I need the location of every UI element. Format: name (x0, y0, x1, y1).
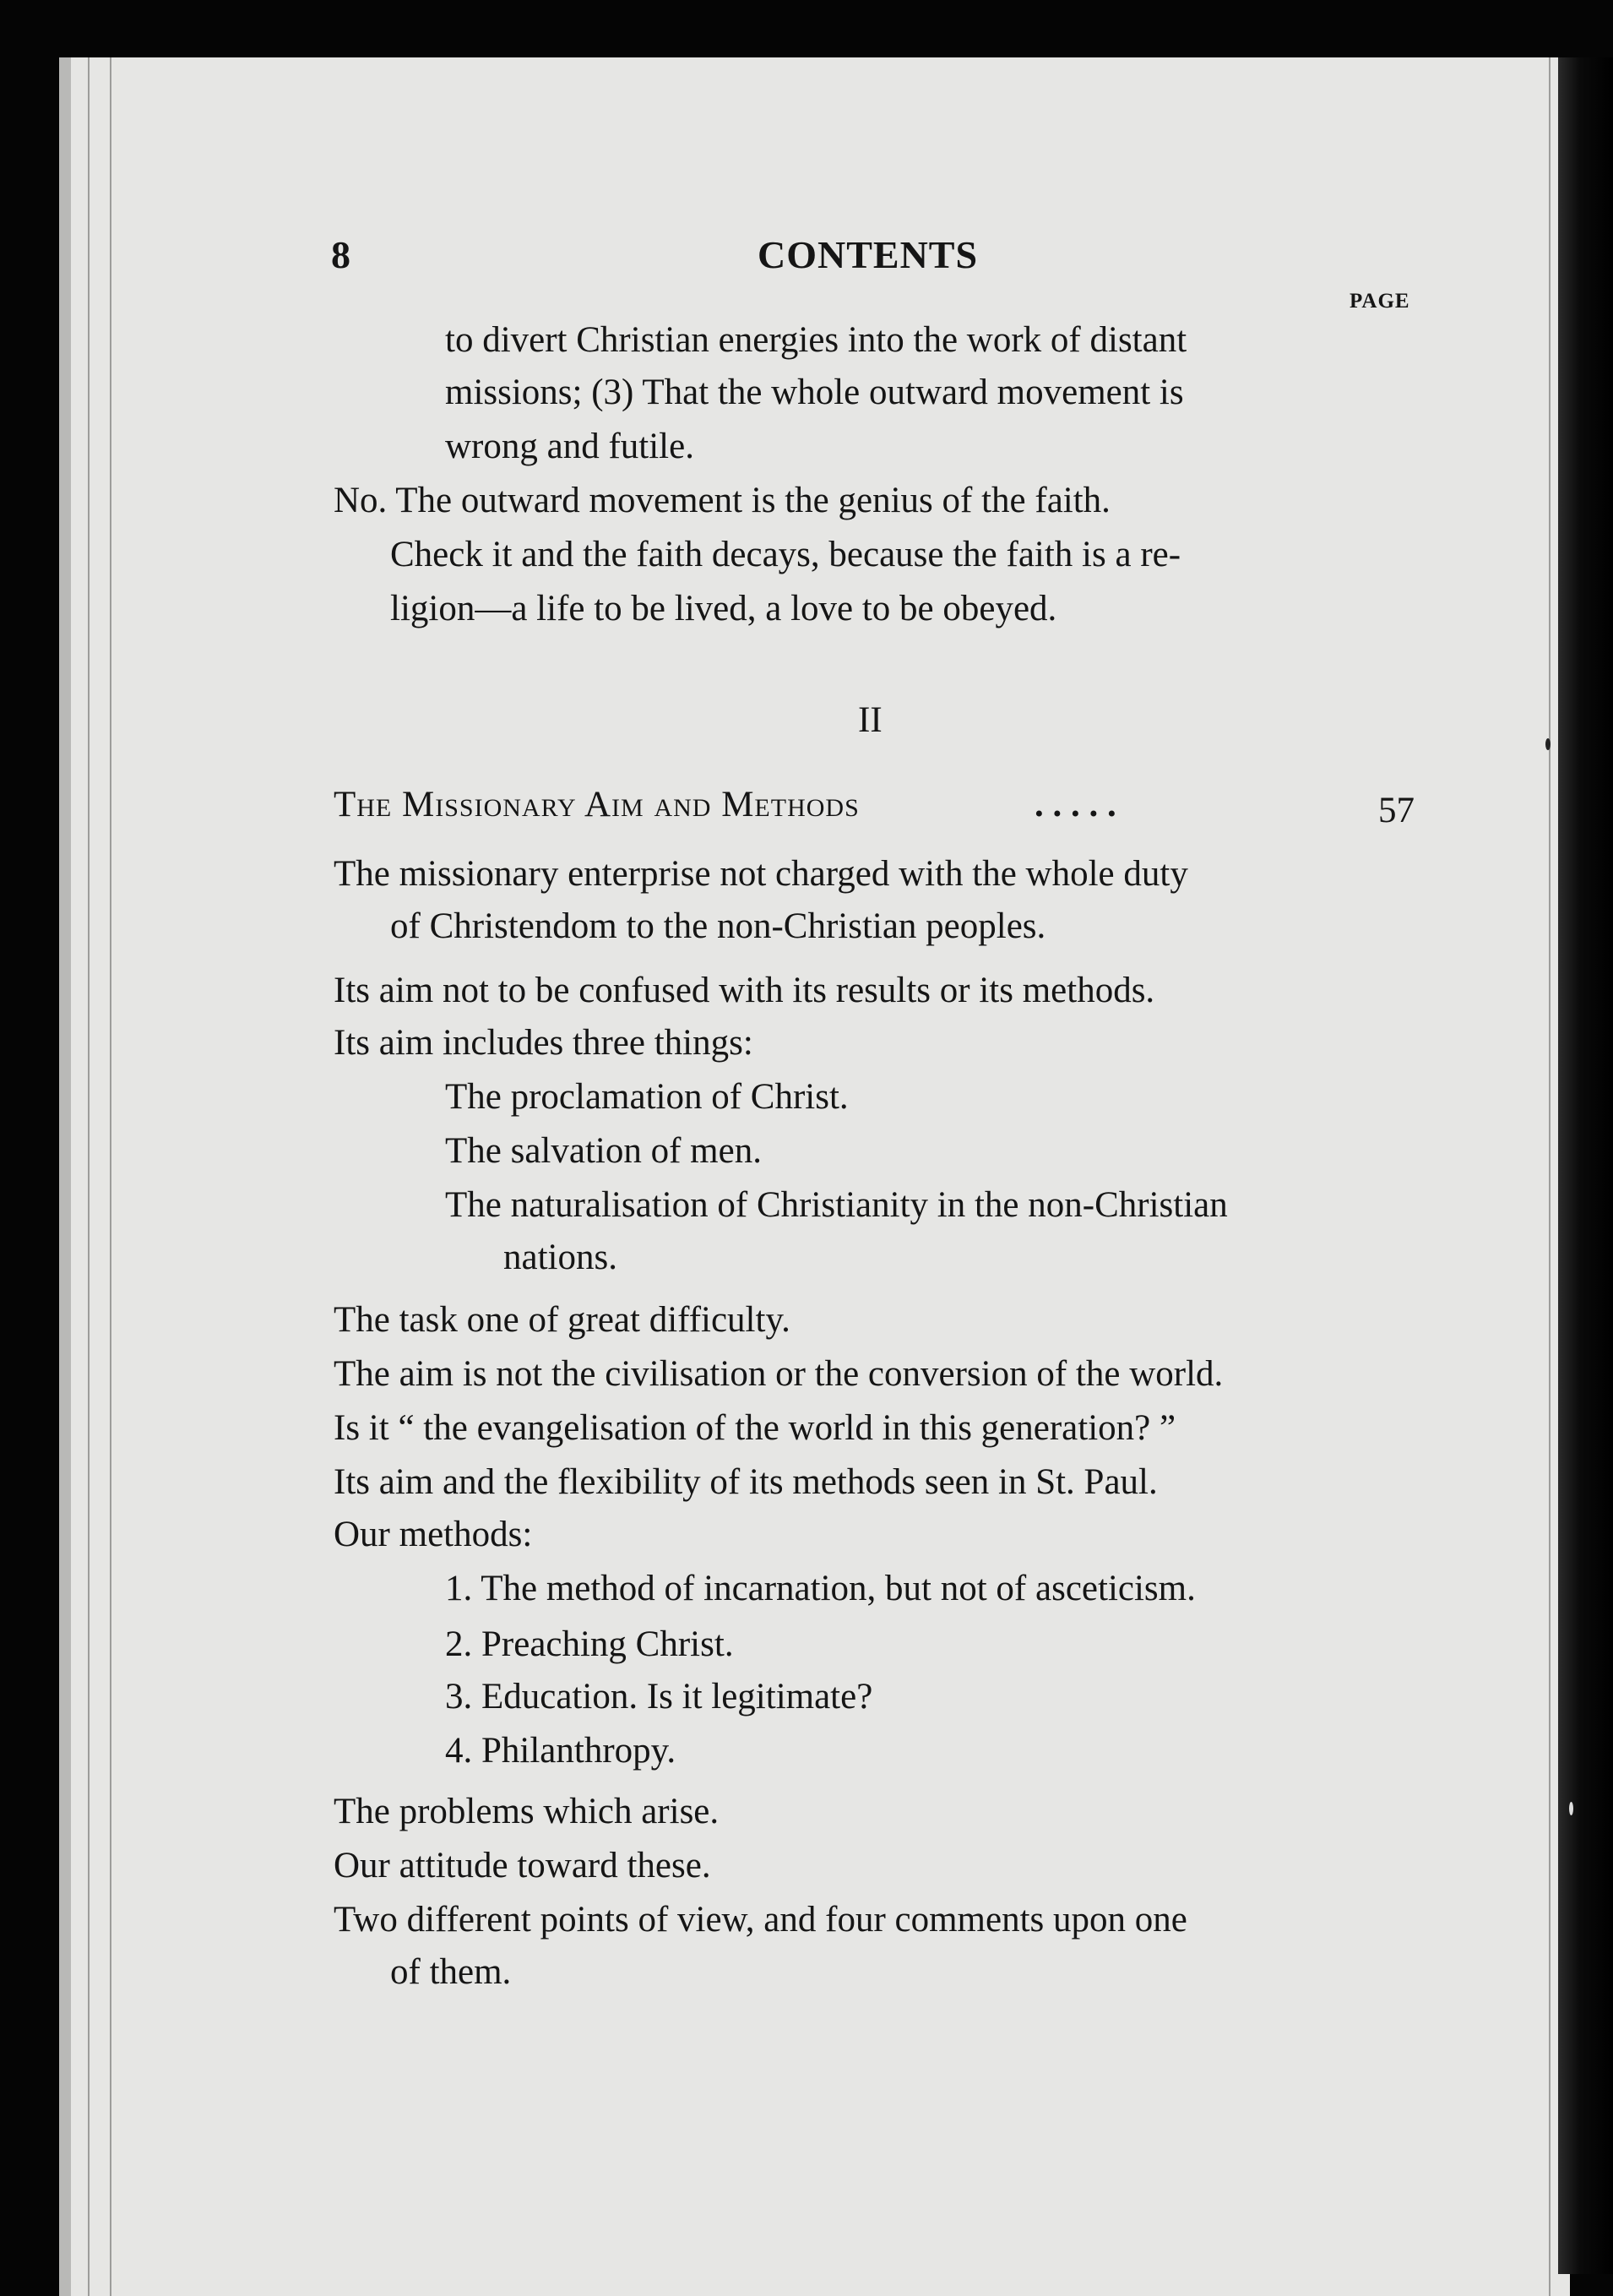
section-numeral: II (858, 700, 883, 740)
scan-speck (1545, 738, 1551, 750)
contents-line: The task one of great difficulty. (334, 1300, 790, 1340)
contents-line: The naturalisation of Christianity in the non-Christian (445, 1185, 1228, 1225)
contents-line: The missionary enterprise not charged with the whole duty (334, 854, 1188, 894)
contents-line: Our attitude toward these. (334, 1846, 711, 1885)
contents-line: missions; (3) That the whole outward movement is (445, 373, 1184, 412)
chapter-title: The Missionary Aim and Methods (334, 785, 860, 824)
contents-line: Our methods: (334, 1515, 533, 1554)
page-title: CONTENTS (758, 233, 979, 276)
contents-line: of Christendom to the non-Christian peoples. (390, 906, 1046, 946)
contents-line: The aim is not the civilisation or the conversion of the world. (334, 1354, 1224, 1394)
chapter-page-number: 57 (1378, 791, 1415, 830)
contents-line: nations. (503, 1238, 617, 1277)
contents-line: 1. The method of incarnation, but not of asceticism. (445, 1569, 1196, 1608)
contents-line: The problems which arise. (334, 1792, 720, 1831)
contents-line: 2. Preaching Christ. (445, 1624, 734, 1664)
contents-line: Its aim and the flexibility of its methods seen in St. Paul. (334, 1462, 1158, 1502)
page-number: 8 (331, 233, 351, 276)
contents-line: Its aim includes three things: (334, 1023, 753, 1063)
contents-line: The salvation of men. (445, 1131, 762, 1171)
contents-line: to divert Christian energies into the work of distant (445, 320, 1187, 360)
contents-line: No. The outward movement is the genius of the faith. (334, 481, 1111, 520)
binding-line (110, 57, 111, 2296)
book-right-edge (1558, 57, 1613, 2274)
scan-speck (1569, 1802, 1573, 1815)
contents-line: wrong and futile. (445, 427, 694, 466)
contents-line: Check it and the faith decays, because the faith is a re- (390, 535, 1181, 574)
contents-line: The proclamation of Christ. (445, 1077, 849, 1117)
page-column-label: PAGE (1350, 290, 1410, 313)
contents-line: Two different points of view, and four comments upon one (334, 1900, 1187, 1940)
contents-line: Its aim not to be confused with its results or its methods. (334, 971, 1155, 1010)
contents-line: ligion—a life to be lived, a love to be obeyed. (390, 589, 1057, 628)
contents-line: of them. (390, 1952, 512, 1992)
leader-dots: . . . . . (1035, 785, 1116, 824)
contents-line: Is it “ the evangelisation of the world in this generation? ” (334, 1408, 1176, 1448)
page-edge-line (1549, 57, 1551, 2296)
contents-line: 3. Education. Is it legitimate? (445, 1677, 873, 1717)
binding-line (88, 57, 90, 2296)
contents-line: 4. Philanthropy. (445, 1731, 676, 1771)
